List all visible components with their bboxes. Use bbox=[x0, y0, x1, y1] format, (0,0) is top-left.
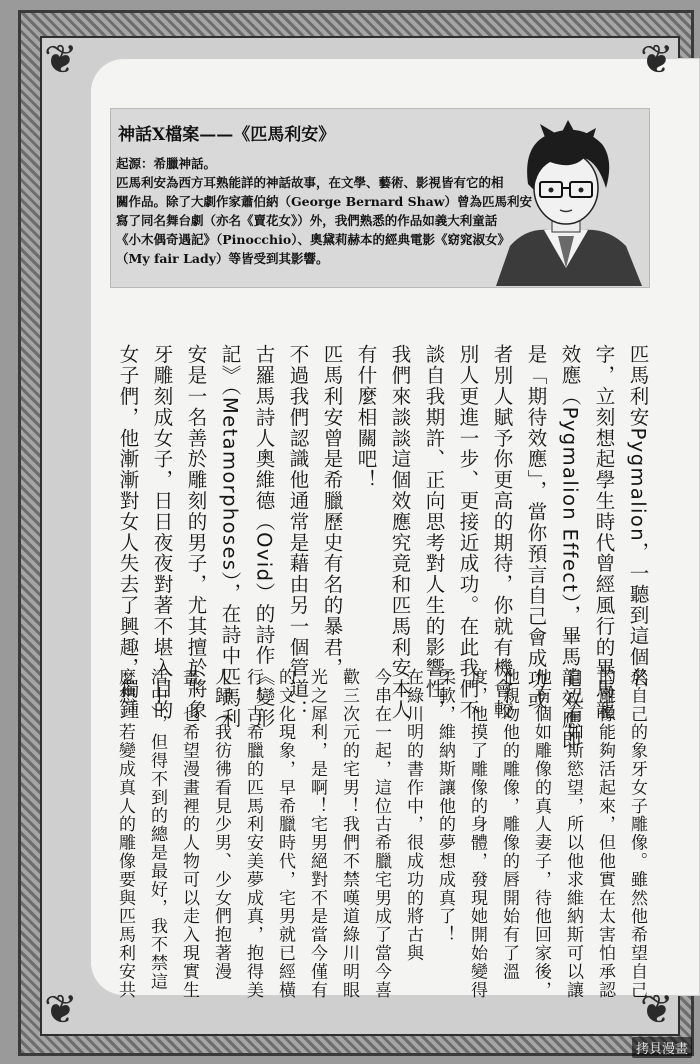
character-portrait bbox=[486, 118, 646, 286]
text-column: 古羅馬詩人奧維德（Ovid）的詩作《變形 bbox=[252, 344, 276, 729]
text-column: 有什麼相關吧！ bbox=[354, 344, 378, 491]
text-column: 的文化現象，早希臘時代，宅男就已經橫 bbox=[275, 668, 295, 1000]
text-column: 是「期待效應」，當你預言自己會成功或 bbox=[524, 344, 548, 711]
info-line: 《小木偶奇遇記》（Pinocchio）、奧黛莉赫本的經典電影《窈窕淑女》 bbox=[116, 232, 510, 247]
text-column: 人歸（我彷彿看見少男、少女們抱著漫 bbox=[211, 668, 231, 981]
text-column: 在綠川明的書作中，很成功的將古與 bbox=[403, 668, 423, 963]
info-line: 關作品。除了大劇作家蕭伯納（George Bernard Shaw）曾為匹馬利安 bbox=[116, 194, 533, 209]
text-column: 記》（Metamorphoses），在詩中匹馬利 bbox=[218, 344, 242, 729]
text-column: 的雕像能夠活起來，但他實在太害怕承認 bbox=[595, 668, 615, 1000]
corner-flourish-icon: ❦ bbox=[640, 987, 674, 1033]
corner-flourish-icon: ❦ bbox=[44, 37, 78, 83]
text-column: 柔軟，維納斯讓他的夢想成真了！ bbox=[435, 668, 455, 944]
info-line: 匹馬利安為西方耳熟能詳的神話故事，在文學、藝術、影視皆有它的相 bbox=[116, 175, 504, 190]
text-column: 匹馬利安Pygmalion，一聽到這個名 bbox=[626, 344, 650, 689]
text-column: 他有個如雕像的真人妻子，待他回家後， bbox=[531, 668, 551, 1000]
text-column: 自己有如斯慾望，所以他求維納斯可以讓 bbox=[563, 668, 583, 1000]
text-column: 我們來談談這個效應究竟和匹馬利安本人 bbox=[388, 344, 412, 721]
text-column: 效應（Pygmalion Effect），畢馬龍效應即 bbox=[558, 344, 582, 751]
text-column: 字，立刻想起學生時代曾經風行的畢馬龍 bbox=[592, 344, 616, 721]
info-line: 寫了同名舞台劇（亦名《賣花女》）外，我們熟悉的作品如義大利童話 bbox=[116, 213, 498, 228]
watermark: 拷貝漫畫 bbox=[632, 1037, 692, 1058]
myth-file-title: 神話X檔案——《匹馬利安》 bbox=[118, 125, 336, 145]
text-column: 今串在一起，這位古希臘宅男成了當今喜 bbox=[371, 668, 391, 1000]
text-column: 行！古希臘的匹馬利安美夢成真，抱得美 bbox=[243, 668, 263, 1000]
info-line: 起源：希臘神話。 bbox=[116, 156, 217, 171]
text-column: 他親吻他的雕像，雕像的唇開始有了溫 bbox=[499, 668, 519, 981]
text-column: 安是一名善於雕刻的男子，尤其擅於將象 bbox=[184, 344, 208, 721]
text-column: 別人更進一步、更接近成功。在此我們不 bbox=[456, 344, 480, 721]
text-column: 於自己的象牙女子雕像。雖然他希望自己 bbox=[627, 668, 647, 1000]
text-column: 光之犀利，是啊！宅男絕對不是當今僅有 bbox=[307, 668, 327, 1000]
text-column: 牙雕刻成女子，日日夜夜對著不堪入目的 bbox=[150, 344, 174, 721]
text-column: 歡三次元的宅男！我們不禁嘆道綠川明眼 bbox=[339, 668, 359, 1000]
text-column: 談自我期許、正向思考對人生的影響性， bbox=[422, 344, 446, 721]
text-column: 度，他摸了雕像的身體，發現她開始變得 bbox=[467, 668, 487, 1000]
text-column: 女子們，他漸漸對女人失去了興趣，獨鍾 bbox=[116, 344, 140, 721]
text-column: 匹馬利安曾是希臘歷史有名的暴君， bbox=[320, 344, 344, 679]
text-column: 不過我們認識他通常是藉由另一個管道： bbox=[286, 344, 310, 721]
text-column: 麼想，若變成真人的雕像要與匹馬利安共 bbox=[115, 668, 135, 1000]
corner-flourish-icon: ❦ bbox=[640, 37, 674, 83]
text-column: 畫，也希望漫畫裡的人物可以走入現實生 bbox=[179, 668, 199, 1000]
info-line: （My fair Lady）等皆受到其影響。 bbox=[116, 251, 329, 266]
text-column: 活中），但得不到的總是最好，我不禁這 bbox=[147, 668, 167, 991]
corner-flourish-icon: ❦ bbox=[44, 987, 78, 1033]
text-column: 者別人賦予你更高的期待，你就有機會較 bbox=[490, 344, 514, 721]
